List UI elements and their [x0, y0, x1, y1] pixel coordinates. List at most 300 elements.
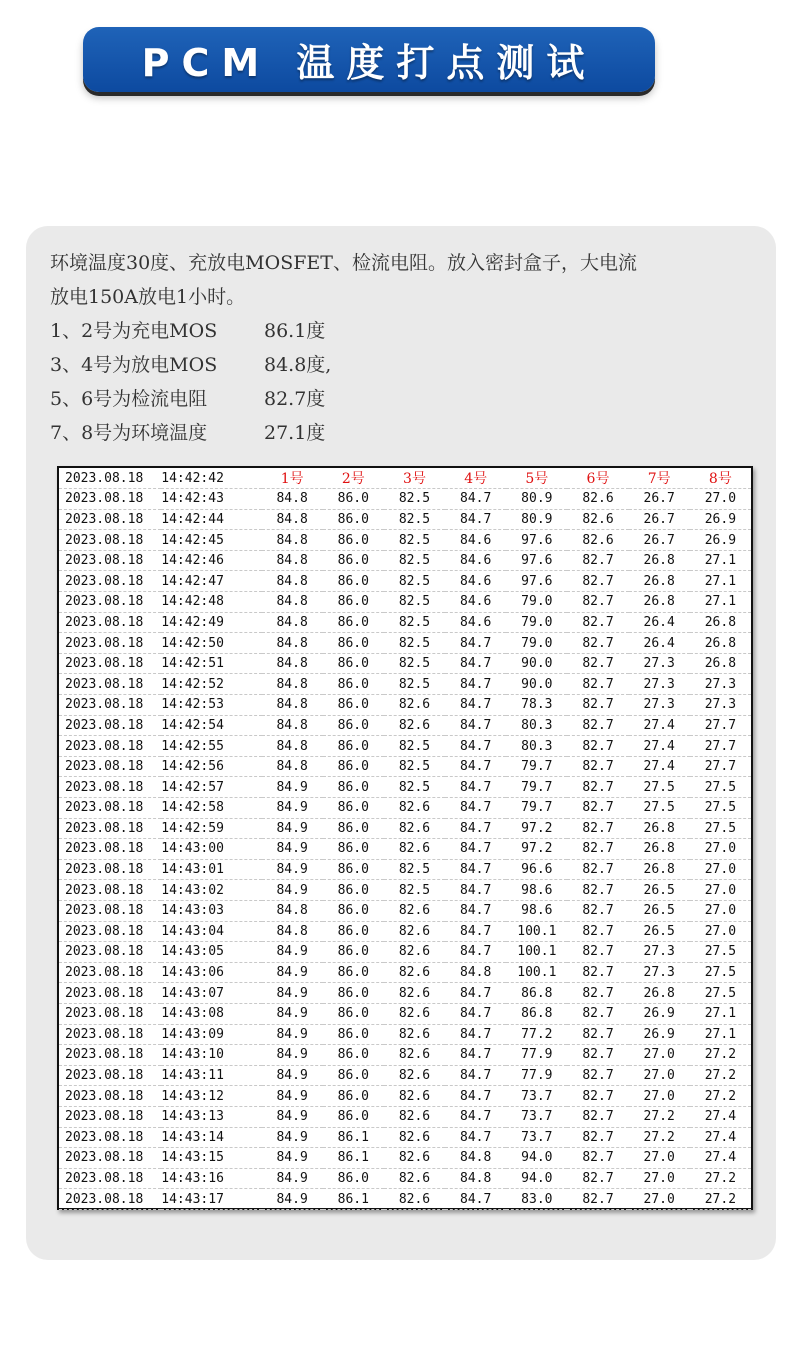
cell-date: 2023.08.18	[59, 921, 161, 942]
table-row	[59, 674, 751, 695]
cell-temperature: 26.7	[629, 509, 690, 530]
cell-temperature: 84.9	[262, 942, 323, 963]
table-row	[59, 612, 751, 633]
cell-temperature: 97.6	[506, 530, 567, 551]
cell-temperature: 27.2	[690, 1189, 751, 1210]
table-row	[59, 798, 751, 819]
cell-date: 2023.08.18	[59, 1127, 161, 1148]
cell-temperature: 80.9	[506, 489, 567, 510]
cell-temperature: 27.3	[629, 674, 690, 695]
cell-temperature: 27.2	[629, 1127, 690, 1148]
cell-temperature: 84.7	[445, 756, 506, 777]
cell-temperature: 27.7	[690, 736, 751, 757]
cell-temperature: 84.8	[262, 509, 323, 530]
cell-temperature: 82.5	[384, 653, 445, 674]
cell-date: 2023.08.18	[59, 900, 161, 921]
cell-temperature: 79.7	[506, 777, 567, 798]
cell-temperature: 83.0	[506, 1189, 567, 1210]
cell-temperature: 26.8	[629, 983, 690, 1004]
cell-temperature: 82.7	[567, 1086, 628, 1107]
cell-temperature: 82.7	[567, 633, 628, 654]
cell-temperature: 84.8	[445, 1148, 506, 1169]
cell-temperature: 26.7	[629, 530, 690, 551]
cell-date: 2023.08.18	[59, 839, 161, 860]
cell-temperature: 86.0	[323, 592, 384, 613]
cell-temperature: 86.1	[323, 1189, 384, 1210]
cell-temperature: 82.7	[567, 674, 628, 695]
cell-temperature: 27.4	[629, 715, 690, 736]
cell-temperature: 84.7	[445, 736, 506, 757]
cell-temperature: 86.0	[323, 798, 384, 819]
cell-temperature: 26.5	[629, 900, 690, 921]
cell-temperature: 82.5	[384, 509, 445, 530]
cell-date: 2023.08.18	[59, 612, 161, 633]
channel-header: 6号	[567, 468, 628, 489]
cell-temperature: 27.3	[629, 962, 690, 983]
cell-temperature: 82.7	[567, 1168, 628, 1189]
table-row	[59, 859, 751, 880]
cell-temperature: 26.7	[629, 489, 690, 510]
cell-temperature: 27.2	[629, 1106, 690, 1127]
cell-time: 14:42:56	[161, 756, 261, 777]
cell-temperature: 84.8	[445, 962, 506, 983]
cell-temperature: 84.7	[445, 942, 506, 963]
cell-temperature: 27.5	[690, 798, 751, 819]
cell-temperature: 82.5	[384, 592, 445, 613]
cell-temperature: 82.7	[567, 983, 628, 1004]
cell-temperature: 82.5	[384, 571, 445, 592]
cell-temperature: 82.5	[384, 674, 445, 695]
cell-temperature: 86.0	[323, 674, 384, 695]
cell-temperature: 84.7	[445, 1127, 506, 1148]
cell-temperature: 26.8	[629, 592, 690, 613]
cell-temperature: 82.6	[384, 1127, 445, 1148]
channel-header: 8号	[690, 468, 751, 489]
cell-temperature: 27.0	[690, 880, 751, 901]
cell-date: 2023.08.18	[59, 715, 161, 736]
cell-temperature: 86.0	[323, 962, 384, 983]
table-row	[59, 1127, 751, 1148]
cell-temperature: 26.8	[629, 571, 690, 592]
cell-temperature: 82.7	[567, 653, 628, 674]
cell-temperature: 27.5	[690, 962, 751, 983]
cell-temperature: 82.5	[384, 530, 445, 551]
description-line: 环境温度30度、充放电MOSFET、检流电阻。放入密封盒子，大电流	[50, 252, 637, 274]
cell-temperature: 27.5	[629, 798, 690, 819]
table-header-row	[59, 468, 751, 489]
cell-temperature: 82.7	[567, 1148, 628, 1169]
description-item	[50, 314, 770, 348]
cell-date: 2023.08.18	[59, 756, 161, 777]
cell-time: 14:42:55	[161, 736, 261, 757]
cell-temperature: 97.2	[506, 818, 567, 839]
cell-temperature: 86.0	[323, 509, 384, 530]
cell-temperature: 82.7	[567, 592, 628, 613]
cell-temperature: 27.3	[629, 695, 690, 716]
cell-date: 2023.08.18	[59, 1024, 161, 1045]
cell-temperature: 84.8	[262, 612, 323, 633]
cell-temperature: 84.9	[262, 983, 323, 1004]
cell-temperature: 84.7	[445, 1106, 506, 1127]
cell-time: 14:43:11	[161, 1065, 261, 1086]
cell-temperature: 84.7	[445, 1003, 506, 1024]
cell-date: 2023.08.18	[59, 695, 161, 716]
cell-temperature: 84.6	[445, 550, 506, 571]
cell-temperature: 86.0	[323, 571, 384, 592]
cell-temperature: 98.6	[506, 880, 567, 901]
cell-temperature: 26.9	[690, 530, 751, 551]
cell-temperature: 86.0	[323, 880, 384, 901]
cell-temperature: 27.3	[629, 653, 690, 674]
cell-date: 2023.08.18	[59, 1045, 161, 1066]
cell-temperature: 97.2	[506, 839, 567, 860]
cell-temperature: 82.7	[567, 921, 628, 942]
cell-date: 2023.08.18	[59, 1168, 161, 1189]
cell-temperature: 82.5	[384, 777, 445, 798]
cell-date: 2023.08.18	[59, 509, 161, 530]
table-row	[59, 736, 751, 757]
cell-temperature: 84.7	[445, 1189, 506, 1210]
cell-temperature: 27.1	[690, 571, 751, 592]
cell-temperature: 84.8	[262, 674, 323, 695]
cell-temperature: 84.6	[445, 571, 506, 592]
cell-time: 14:43:15	[161, 1148, 261, 1169]
table-row	[59, 1003, 751, 1024]
cell-temperature: 86.0	[323, 633, 384, 654]
cell-temperature: 82.7	[567, 695, 628, 716]
table-row	[59, 715, 751, 736]
table-row	[59, 1168, 751, 1189]
cell-temperature: 77.9	[506, 1065, 567, 1086]
cell-temperature: 27.0	[629, 1065, 690, 1086]
cell-temperature: 86.1	[323, 1148, 384, 1169]
cell-temperature: 27.1	[690, 592, 751, 613]
cell-temperature: 86.0	[323, 612, 384, 633]
cell-temperature: 82.6	[384, 839, 445, 860]
table-row	[59, 509, 751, 530]
cell-temperature: 82.7	[567, 798, 628, 819]
channel-header: 3号	[384, 468, 445, 489]
cell-temperature: 97.6	[506, 571, 567, 592]
cell-date: 2023.08.18	[59, 736, 161, 757]
table-row	[59, 818, 751, 839]
cell-temperature: 27.0	[629, 1086, 690, 1107]
cell-temperature: 27.4	[629, 756, 690, 777]
cell-temperature: 86.0	[323, 736, 384, 757]
cell-temperature: 82.7	[567, 715, 628, 736]
cell-time: 14:43:16	[161, 1168, 261, 1189]
cell-temperature: 73.7	[506, 1127, 567, 1148]
cell-temperature: 84.7	[445, 839, 506, 860]
cell-temperature: 80.9	[506, 509, 567, 530]
cell-date: 2023.08.18	[59, 674, 161, 695]
cell-temperature: 26.4	[629, 612, 690, 633]
cell-temperature: 82.7	[567, 1003, 628, 1024]
temperature-log-table	[57, 466, 753, 1210]
cell-temperature: 84.7	[445, 1086, 506, 1107]
cell-temperature: 84.6	[445, 592, 506, 613]
cell-temperature: 82.5	[384, 880, 445, 901]
cell-temperature: 27.0	[690, 859, 751, 880]
cell-temperature: 86.0	[323, 983, 384, 1004]
cell-temperature: 84.6	[445, 530, 506, 551]
cell-temperature: 86.1	[323, 1127, 384, 1148]
cell-temperature: 27.5	[690, 777, 751, 798]
cell-temperature: 84.9	[262, 818, 323, 839]
table-row	[59, 592, 751, 613]
cell-temperature: 27.0	[629, 1168, 690, 1189]
cell-temperature: 84.7	[445, 1065, 506, 1086]
cell-temperature: 82.7	[567, 818, 628, 839]
cell-temperature: 84.8	[262, 571, 323, 592]
table-row	[59, 880, 751, 901]
cell-temperature: 27.0	[690, 921, 751, 942]
cell-temperature: 26.4	[629, 633, 690, 654]
cell-temperature: 27.0	[629, 1045, 690, 1066]
item-label: 7、8号为环境温度	[50, 422, 208, 444]
cell-temperature: 84.8	[262, 756, 323, 777]
cell-time: 14:42:58	[161, 798, 261, 819]
channel-header: 2号	[323, 468, 384, 489]
table-row	[59, 962, 751, 983]
cell-date: 2023.08.18	[59, 962, 161, 983]
cell-temperature: 86.0	[323, 695, 384, 716]
cell-time: 14:42:45	[161, 530, 261, 551]
channel-header: 7号	[629, 468, 690, 489]
cell-temperature: 82.7	[567, 571, 628, 592]
table-body	[59, 489, 751, 1210]
cell-temperature: 82.5	[384, 736, 445, 757]
cell-temperature: 73.7	[506, 1106, 567, 1127]
cell-temperature: 84.8	[262, 921, 323, 942]
cell-temperature: 27.2	[690, 1168, 751, 1189]
cell-temperature: 84.7	[445, 653, 506, 674]
cell-time: 14:42:51	[161, 653, 261, 674]
cell-temperature: 86.0	[323, 1065, 384, 1086]
description-item	[50, 382, 770, 416]
cell-temperature: 82.6	[567, 509, 628, 530]
table-row	[59, 1106, 751, 1127]
cell-time: 14:42:47	[161, 571, 261, 592]
cell-time: 14:43:07	[161, 983, 261, 1004]
cell-temperature: 82.6	[384, 1045, 445, 1066]
cell-temperature: 86.0	[323, 942, 384, 963]
cell-temperature: 82.6	[384, 900, 445, 921]
cell-temperature: 82.7	[567, 839, 628, 860]
header-date: 2023.08.18	[59, 468, 161, 489]
cell-temperature: 82.7	[567, 612, 628, 633]
channel-header: 1号	[262, 468, 323, 489]
cell-temperature: 27.3	[690, 695, 751, 716]
cell-temperature: 82.7	[567, 1106, 628, 1127]
cell-date: 2023.08.18	[59, 818, 161, 839]
table-row	[59, 1086, 751, 1107]
header-time: 14:42:42	[161, 468, 261, 489]
cell-date: 2023.08.18	[59, 571, 161, 592]
page-title: PCM 温度打点测试	[141, 41, 597, 85]
cell-time: 14:43:09	[161, 1024, 261, 1045]
cell-temperature: 86.0	[323, 653, 384, 674]
cell-temperature: 98.6	[506, 900, 567, 921]
cell-temperature: 82.6	[384, 962, 445, 983]
cell-date: 2023.08.18	[59, 1106, 161, 1127]
item-label: 1、2号为充电MOS	[50, 320, 218, 342]
item-value: 27.1度	[264, 422, 326, 444]
cell-temperature: 84.7	[445, 1024, 506, 1045]
cell-temperature: 84.7	[445, 509, 506, 530]
cell-temperature: 27.5	[629, 777, 690, 798]
cell-time: 14:43:02	[161, 880, 261, 901]
cell-temperature: 84.8	[262, 633, 323, 654]
table-row	[59, 530, 751, 551]
cell-date: 2023.08.18	[59, 489, 161, 510]
cell-temperature: 90.0	[506, 653, 567, 674]
table-row	[59, 839, 751, 860]
table-row	[59, 921, 751, 942]
cell-temperature: 82.6	[384, 1086, 445, 1107]
cell-temperature: 82.6	[384, 1106, 445, 1127]
item-label: 3、4号为放电MOS	[50, 354, 218, 376]
cell-date: 2023.08.18	[59, 1003, 161, 1024]
cell-temperature: 82.7	[567, 1127, 628, 1148]
cell-temperature: 26.8	[629, 818, 690, 839]
cell-temperature: 94.0	[506, 1148, 567, 1169]
cell-temperature: 27.2	[690, 1045, 751, 1066]
cell-temperature: 82.7	[567, 859, 628, 880]
table-row	[59, 550, 751, 571]
cell-temperature: 84.8	[262, 715, 323, 736]
cell-temperature: 84.7	[445, 798, 506, 819]
cell-date: 2023.08.18	[59, 859, 161, 880]
cell-temperature: 26.9	[690, 509, 751, 530]
cell-temperature: 84.9	[262, 798, 323, 819]
cell-temperature: 84.9	[262, 880, 323, 901]
cell-temperature: 84.9	[262, 1086, 323, 1107]
cell-temperature: 86.0	[323, 859, 384, 880]
cell-temperature: 84.7	[445, 489, 506, 510]
cell-temperature: 27.1	[690, 550, 751, 571]
cell-temperature: 86.0	[323, 777, 384, 798]
cell-temperature: 27.7	[690, 715, 751, 736]
cell-temperature: 82.6	[384, 1148, 445, 1169]
content-panel	[26, 226, 776, 1260]
cell-temperature: 82.7	[567, 777, 628, 798]
cell-temperature: 82.6	[384, 798, 445, 819]
cell-temperature: 84.7	[445, 983, 506, 1004]
cell-temperature: 82.6	[384, 1065, 445, 1086]
cell-time: 14:43:06	[161, 962, 261, 983]
cell-temperature: 82.6	[384, 1024, 445, 1045]
cell-temperature: 82.6	[384, 818, 445, 839]
cell-temperature: 86.0	[323, 715, 384, 736]
cell-date: 2023.08.18	[59, 633, 161, 654]
cell-temperature: 84.9	[262, 1106, 323, 1127]
cell-temperature: 84.8	[262, 530, 323, 551]
cell-temperature: 97.6	[506, 550, 567, 571]
cell-time: 14:43:12	[161, 1086, 261, 1107]
cell-temperature: 86.0	[323, 550, 384, 571]
cell-temperature: 27.1	[690, 1003, 751, 1024]
cell-temperature: 100.1	[506, 942, 567, 963]
cell-temperature: 80.3	[506, 736, 567, 757]
cell-temperature: 27.5	[690, 942, 751, 963]
cell-temperature: 84.9	[262, 1189, 323, 1210]
cell-temperature: 82.6	[567, 489, 628, 510]
cell-temperature: 86.0	[323, 1045, 384, 1066]
cell-date: 2023.08.18	[59, 1189, 161, 1210]
cell-temperature: 82.6	[384, 715, 445, 736]
cell-date: 2023.08.18	[59, 653, 161, 674]
cell-temperature: 26.9	[629, 1024, 690, 1045]
cell-temperature: 86.0	[323, 530, 384, 551]
cell-temperature: 84.7	[445, 818, 506, 839]
cell-time: 14:43:17	[161, 1189, 261, 1210]
cell-date: 2023.08.18	[59, 983, 161, 1004]
table-row	[59, 489, 751, 510]
cell-temperature: 27.4	[690, 1148, 751, 1169]
item-label: 5、6号为检流电阻	[50, 388, 208, 410]
cell-temperature: 84.9	[262, 1127, 323, 1148]
cell-temperature: 82.7	[567, 1024, 628, 1045]
cell-temperature: 82.6	[567, 530, 628, 551]
cell-time: 14:42:44	[161, 509, 261, 530]
title-banner	[83, 27, 655, 92]
cell-temperature: 27.0	[629, 1189, 690, 1210]
cell-time: 14:42:57	[161, 777, 261, 798]
cell-temperature: 82.7	[567, 900, 628, 921]
table-row	[59, 1024, 751, 1045]
cell-time: 14:42:59	[161, 818, 261, 839]
cell-temperature: 77.2	[506, 1024, 567, 1045]
cell-temperature: 78.3	[506, 695, 567, 716]
cell-temperature: 27.2	[690, 1086, 751, 1107]
cell-temperature: 82.7	[567, 756, 628, 777]
cell-date: 2023.08.18	[59, 1148, 161, 1169]
item-value: 86.1度	[264, 320, 326, 342]
cell-temperature: 84.7	[445, 777, 506, 798]
cell-time: 14:43:05	[161, 942, 261, 963]
cell-temperature: 84.7	[445, 633, 506, 654]
cell-time: 14:42:54	[161, 715, 261, 736]
cell-temperature: 84.7	[445, 921, 506, 942]
cell-temperature: 84.9	[262, 839, 323, 860]
cell-temperature: 84.7	[445, 900, 506, 921]
cell-temperature: 27.4	[690, 1106, 751, 1127]
cell-temperature: 84.8	[262, 900, 323, 921]
cell-temperature: 96.6	[506, 859, 567, 880]
cell-temperature: 82.5	[384, 756, 445, 777]
cell-time: 14:43:03	[161, 900, 261, 921]
cell-temperature: 82.6	[384, 1003, 445, 1024]
cell-temperature: 82.7	[567, 1065, 628, 1086]
cell-temperature: 27.3	[690, 674, 751, 695]
cell-temperature: 84.7	[445, 859, 506, 880]
cell-temperature: 100.1	[506, 921, 567, 942]
cell-temperature: 86.0	[323, 1024, 384, 1045]
cell-temperature: 27.0	[629, 1148, 690, 1169]
cell-temperature: 27.0	[690, 489, 751, 510]
cell-time: 14:43:08	[161, 1003, 261, 1024]
cell-date: 2023.08.18	[59, 592, 161, 613]
cell-time: 14:42:52	[161, 674, 261, 695]
cell-temperature: 73.7	[506, 1086, 567, 1107]
cell-time: 14:42:48	[161, 592, 261, 613]
cell-temperature: 26.8	[690, 633, 751, 654]
cell-temperature: 86.8	[506, 1003, 567, 1024]
cell-temperature: 27.5	[690, 983, 751, 1004]
cell-temperature: 84.9	[262, 1148, 323, 1169]
cell-temperature: 84.9	[262, 962, 323, 983]
